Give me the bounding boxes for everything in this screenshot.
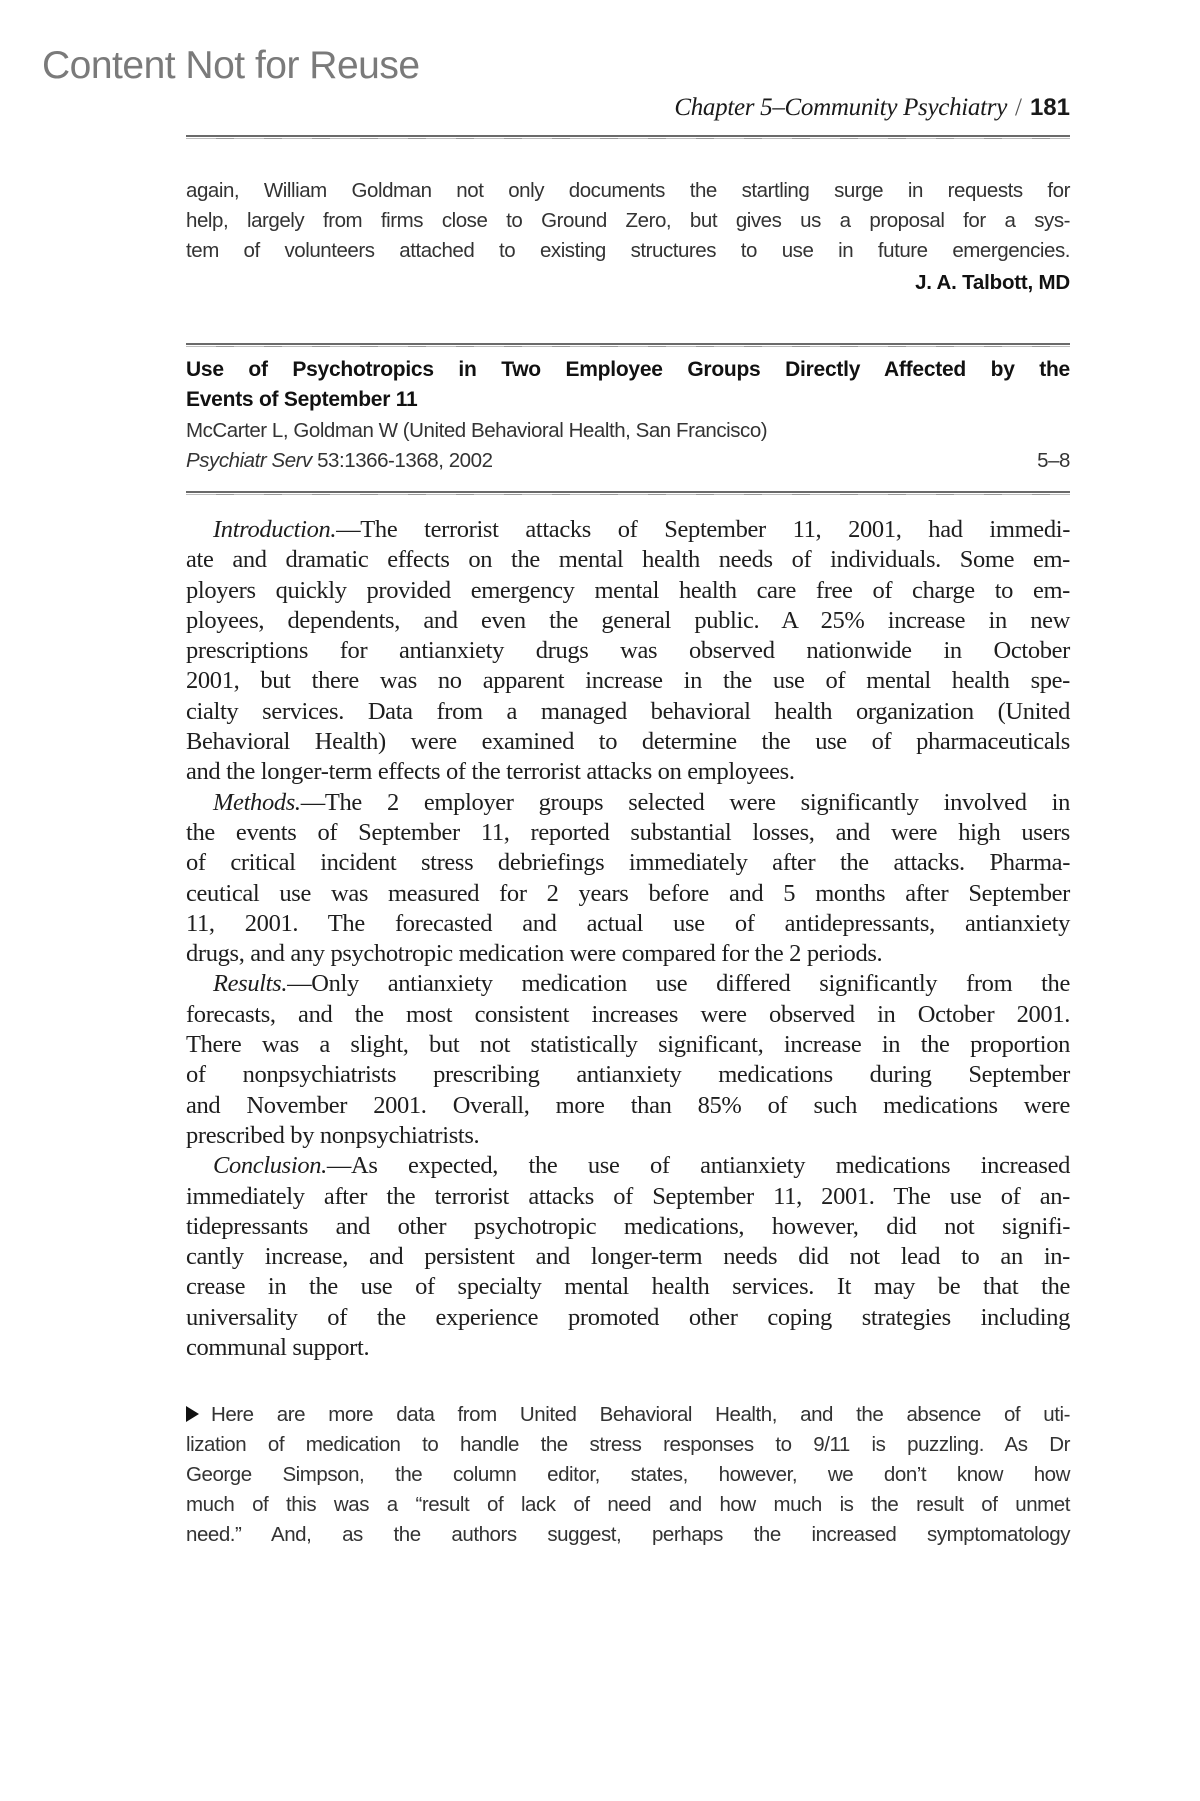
article-authors: McCarter L, Goldman W (United Behavioral Health, San Francisco) (186, 419, 768, 442)
abstract-line: There was a slight, but not statistically significant, increase in the proportion (186, 1031, 1070, 1059)
abstract-line: forecasts, and the most consistent increases were observed in October 2001. (186, 1000, 1070, 1028)
chapter-title: Chapter 5–Community Psychiatry (674, 94, 1007, 121)
commentary-line: Here are more data from United Behavioral Health, and the absence of uti- (186, 1400, 1070, 1430)
watermark: Content Not for Reuse (42, 44, 420, 87)
section-label-introduction: Introduction. (213, 516, 337, 543)
commentary-line: George Simpson, the column editor, states, however, we don’t know how (186, 1463, 1070, 1486)
abstract-line: drugs, and any psychotropic medication were compared for the 2 periods. (186, 940, 883, 968)
abstract-line: 2001, but there was no apparent increase in the use of mental health spe- (186, 667, 1070, 695)
abstract-line: Results.—Only antianxiety medication use differed significantly from the (213, 970, 1070, 998)
abstract-line: Methods.—The 2 employer groups selected were significantly involved in (213, 788, 1070, 816)
text-line: help, largely from firms close to Ground Zero, but gives us a proposal for a sys- (186, 209, 1070, 232)
section-label-conclusion: Conclusion. (213, 1152, 327, 1180)
abstract-line: cantly increase, and persistent and longer-term needs did not lead to an in- (186, 1243, 1070, 1271)
abstract-line: Introduction.—The terrorist attacks of September 11, 2001, had immedi- (213, 516, 1070, 543)
commentary-line: much of this was a “result of lack of need and how much is the result of unmet (186, 1493, 1070, 1516)
abstract-line: 11, 2001. The forecasted and actual use of antidepressants, antianxiety (186, 909, 1070, 937)
intro-commentary (186, 176, 1070, 266)
abstract-line: of nonpsychiatrists prescribing antianxiety medications during September (186, 1061, 1070, 1089)
abstract-line: ployers quickly provided emergency mental health care free of charge to em- (186, 576, 1070, 604)
abstract-line: prescribed by nonpsychiatrists. (186, 1121, 480, 1149)
citation-details: 53:1366-1368, 2002 (311, 449, 493, 472)
abstract-line: of critical incident stress debriefings immediately after the attacks. Pharma- (186, 849, 1070, 877)
commentary-line: need.” And, as the authors suggest, perhaps the increased symptomatology (186, 1523, 1070, 1546)
page-number: 181 (1029, 94, 1070, 121)
signature: J. A. Talbott, MD (915, 271, 1070, 294)
abstract-line: prescriptions for antianxiety drugs was observed nationwide in October (186, 637, 1070, 665)
right-arrow-icon (186, 1406, 199, 1422)
text-line: again, William Goldman not only documents the startling surge in requests for (186, 179, 1070, 202)
abstract (186, 515, 1070, 1363)
section-label-methods: Methods. (213, 788, 301, 816)
abstract-line: ate and dramatic effects on the mental health needs of individuals. Some em- (186, 546, 1070, 574)
article-top-rule (186, 343, 1070, 345)
section-label-results: Results. (213, 970, 288, 998)
abstract-line: and November 2001. Overall, more than 85% of such medications were (186, 1091, 1070, 1119)
abstract-line: communal support. (186, 1334, 370, 1362)
article-bottom-rule (186, 491, 1070, 493)
running-head (186, 92, 1070, 124)
abstract-line: Behavioral Health) were examined to determine the use of pharmaceuticals (186, 728, 1070, 756)
text-line: tem of volunteers attached to existing structures to use in future emergencies. (186, 239, 1070, 262)
title-line: Events of September 11 (186, 388, 418, 411)
commentary-line: lization of medication to handle the stress responses to 9/11 is puzzling. As Dr (186, 1433, 1070, 1456)
editor-commentary (186, 1400, 1070, 1550)
abstract-line: Conclusion.—As expected, the use of antianxiety medications increased (213, 1152, 1070, 1180)
abstract-line: ceutical use was measured for 2 years before and 5 months after September (186, 879, 1070, 907)
abstract-line: cialty services. Data from a managed behavioral health organization (United (186, 697, 1070, 725)
abstract-line: the events of September 11, reported substantial losses, and were high users (186, 818, 1070, 846)
journal-name: Psychiatr Serv (186, 449, 312, 472)
abstract-line: and the longer-term effects of the terrorist attacks on employees. (186, 758, 795, 786)
abstract-line: universality of the experience promoted other coping strategies including (186, 1303, 1070, 1331)
reference-number: 5–8 (1037, 449, 1070, 472)
article-title (186, 355, 1070, 415)
abstract-line: immediately after the terrorist attacks of September 11, 2001. The use of an- (186, 1182, 1070, 1210)
header-rule (186, 135, 1070, 137)
abstract-line: ployees, dependents, and even the general public. A 25% increase in new (186, 606, 1070, 634)
article-citation (186, 446, 1070, 476)
abstract-line: crease in the use of specialty mental health services. It may be that the (186, 1273, 1070, 1301)
running-head-separator: / (1015, 94, 1022, 121)
title-line: Use of Psychotropics in Two Employee Groups Directly Affected by the (186, 358, 1070, 381)
abstract-line: tidepressants and other psychotropic medications, however, did not signifi- (186, 1212, 1070, 1240)
